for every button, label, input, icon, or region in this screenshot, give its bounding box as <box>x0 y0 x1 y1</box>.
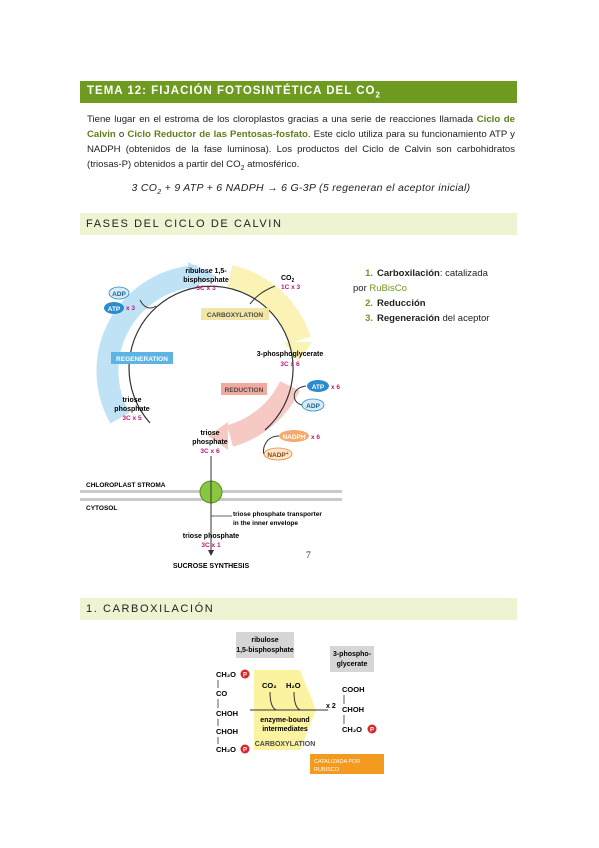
svg-text:1,5-bisphosphate: 1,5-bisphosphate <box>236 647 294 654</box>
label-transporter: triose phosphate transporter <box>233 511 322 518</box>
svg-text:CHOH: CHOH <box>342 705 365 714</box>
rubisco-caption: CATALIZADA POR <box>314 759 361 765</box>
svg-text:REDUCTION: REDUCTION <box>224 387 264 394</box>
svg-text:1C x 3: 1C x 3 <box>281 284 301 291</box>
svg-text:ribulose: ribulose <box>251 637 279 644</box>
intro-paragraph: Tiene lugar en el estroma de los cloroplastos gracias a una serie de reacciones llamada Ciclo de Calvin o Ciclo Reductor de las Pentosas-fosfato. Este ciclo utiliza para su funcionamiento ATP y NADPH (obtenidos de la fase luminosa). Los productos del Ciclo de Calvin son carbohidratos (triosas-P) obtenidos a partir del $CO_2$ atmosférico. <box>87 114 515 172</box>
svg-text:3C x 6: 3C x 6 <box>280 361 300 368</box>
rubp-label-box <box>236 632 294 658</box>
label-cytosol: CYTOSOL <box>86 505 118 512</box>
svg-text:bisphosphate: bisphosphate <box>183 277 229 284</box>
section-header-phases: FASES DEL CICLO DE CALVIN <box>80 213 517 235</box>
svg-text:RUBISCO: RUBISCO <box>314 767 340 773</box>
svg-text:in the inner envelope: in the inner envelope <box>233 520 299 527</box>
svg-text:CH₂O: CH₂O <box>216 670 236 679</box>
phase-item-cont: por RuBisCo <box>353 283 407 294</box>
svg-text:CARBOXYLATION: CARBOXYLATION <box>206 312 264 319</box>
label-rubp: ribulose 1,5- <box>185 268 227 275</box>
svg-text:x 6: x 6 <box>311 434 321 441</box>
svg-text:P: P <box>369 727 375 734</box>
header-bar <box>80 81 517 103</box>
page-number: 7 <box>306 551 311 561</box>
label-triose-left: triose <box>122 397 142 404</box>
svg-text:x 2: x 2 <box>326 703 336 710</box>
svg-text:COOH: COOH <box>342 685 365 694</box>
phase-item: 2. Reducción <box>365 298 426 309</box>
label-h2o: H₂O <box>286 681 301 690</box>
svg-text:CARBOXYLATION: CARBOXYLATION <box>254 741 316 748</box>
svg-text:x 6: x 6 <box>331 384 341 391</box>
svg-text:3C x 5: 3C x 5 <box>122 415 142 422</box>
svg-text:NADPH: NADPH <box>282 434 306 441</box>
svg-text:3C x 1: 3C x 1 <box>201 542 221 549</box>
label-sucrose: SUCROSE SYNTHESIS <box>172 563 250 570</box>
svg-text:phosphate: phosphate <box>114 406 150 413</box>
svg-text:ADP: ADP <box>112 291 126 298</box>
page-title: TEMA 12: FIJACIÓN FOTOSINTÉTICA DEL $CO_2$ <box>87 85 381 100</box>
pga-label-box <box>330 646 374 672</box>
svg-text:CH₂O: CH₂O <box>342 725 362 734</box>
svg-text:3C x 6: 3C x 6 <box>200 448 220 455</box>
label-triose-bottom: triose <box>200 430 220 437</box>
svg-text:P: P <box>242 747 248 754</box>
svg-text:intermediates: intermediates <box>262 726 308 733</box>
nadp-label: NADP+ <box>267 451 289 459</box>
term-pentose: Ciclo Reductor de las Pentosas-fosfato <box>127 129 308 140</box>
svg-text:enzyme-bound: enzyme-bound <box>260 717 310 724</box>
label-pga: 3-phosphoglycerate <box>256 351 324 358</box>
svg-text:P: P <box>242 672 248 679</box>
svg-text:ADP: ADP <box>306 403 320 410</box>
svg-text:phosphate: phosphate <box>192 439 228 446</box>
svg-text:ATP: ATP <box>311 384 325 391</box>
svg-text:REGENERATION: REGENERATION <box>116 356 168 363</box>
svg-text:ATP: ATP <box>107 306 121 313</box>
svg-text:CH₂O: CH₂O <box>216 745 236 754</box>
label-triose-out: triose phosphate <box>182 533 240 540</box>
section-header-carboxylation: 1. CARBOXILACIÓN <box>80 598 517 620</box>
phase-item: 3. Regeneración del aceptor <box>365 313 490 324</box>
term-calvin: Ciclo de Calvin <box>87 114 515 140</box>
carboxylation-diagram <box>210 630 400 780</box>
svg-text:3C x 3: 3C x 3 <box>196 285 216 292</box>
svg-text:CHOH: CHOH <box>216 727 239 736</box>
svg-text:x 3: x 3 <box>126 305 136 312</box>
label-stroma: CHLOROPLAST STROMA <box>86 482 166 489</box>
svg-text:CO: CO <box>216 689 228 698</box>
svg-text:3-phospho-: 3-phospho- <box>332 651 372 658</box>
calvin-cycle-diagram <box>80 258 350 578</box>
svg-text:CHOH: CHOH <box>216 709 239 718</box>
label-co2: $CO_2$ <box>281 275 295 284</box>
equation: 3 $CO_2 + 9$ ATP + 6 NADPH → 6 G-3P (5 regeneran el aceptor inicial) <box>131 182 471 197</box>
label-co2-carbox: CO₂ <box>262 681 277 690</box>
phases-list <box>353 266 523 326</box>
phase-item: 1. Carboxilación: catalizada <box>365 268 488 279</box>
svg-text:glycerate: glycerate <box>336 661 368 668</box>
